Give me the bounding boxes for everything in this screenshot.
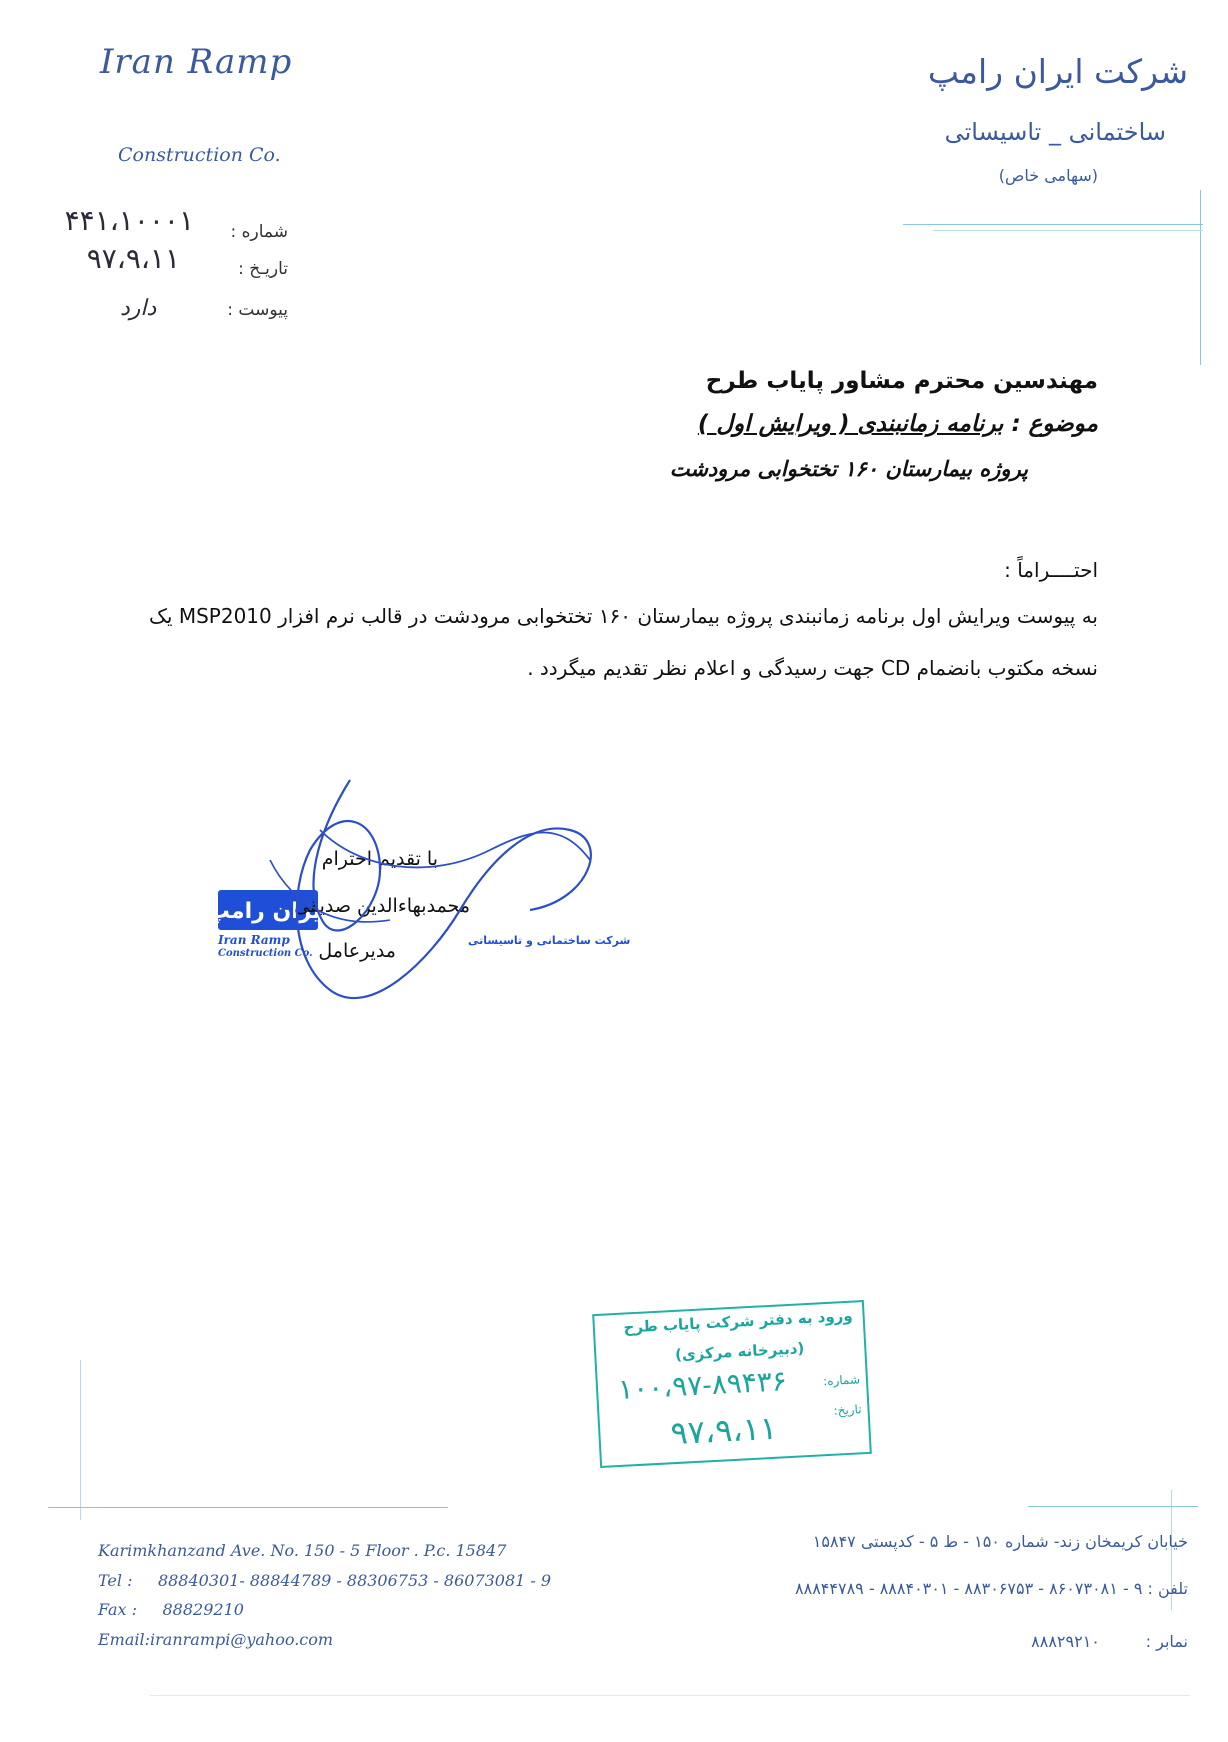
company-stamp-en1: Iran Ramp [218, 933, 290, 947]
receipt-stamp-title: ورود به دفتر شرکت پایاب طرح [623, 1306, 854, 1337]
receipt-stamp-number-value: ۱۰۰،۹۷-۸۹۴۳۶ [617, 1364, 788, 1406]
footer-fax-label: Fax : [98, 1600, 138, 1619]
company-name-persian: شرکت ایران رامپ [927, 52, 1188, 91]
letterhead-rule-horizontal [903, 224, 1203, 225]
date-label: تاریـخ : [238, 259, 288, 279]
company-name-english: Iran Ramp [100, 42, 293, 82]
footer-address-persian: خیابان کریمخان زند- شماره ۱۵۰ - ط ۵ - کدپستی ۱۵۸۴۷ [812, 1532, 1188, 1551]
footer-tel-label-persian: تلفن : [1147, 1579, 1188, 1598]
number-value: ۴۴۱،۱۰۰۰۱ [64, 204, 194, 237]
company-type-persian: (سهامی خاص) [998, 166, 1098, 185]
receipt-stamp [592, 1300, 872, 1468]
letterhead-rule-vertical [1200, 190, 1201, 365]
footer-rule-bottom [150, 1695, 1190, 1696]
footer-rule-horizontal-left [48, 1507, 448, 1508]
footer-rule-horizontal-right [1028, 1506, 1198, 1507]
footer-fax-label-persian: نمابر : [1145, 1632, 1188, 1651]
letterhead-rule-horizontal-2 [933, 230, 1203, 231]
footer-tel-value: 88840301- 88844789 - 88306753 - 86073081 - 9 [157, 1571, 552, 1590]
footer-tel-label: Tel : [98, 1571, 133, 1590]
closing: با تقدیم احترام [321, 848, 438, 870]
company-stamp-fa-small: شرکت ساختمانی و تاسیساتی [468, 934, 631, 947]
subject-line [698, 411, 1098, 437]
letter-body: به پیوست ویرایش اول برنامه زمانبندی پروژه بیمارستان ۱۶۰ تختخوابی مرودشت در قالب نرم افزار MSP2010 یک نسخه مکتوب بانضمام CD جهت رسیدگی و اعلام نظر تقدیم میگردد . [149, 604, 1098, 680]
attachment-label: پیوست : [227, 300, 288, 320]
subject-value: برنامه زمانبندی ( ویرایش اول ) [697, 411, 1004, 437]
project-title: پروژه بیمارستان ۱۶۰ تختخوابی مرودشت [669, 457, 1028, 481]
footer-fax-value-persian: ۸۸۸۲۹۲۱۰ [1031, 1632, 1100, 1651]
footer-fax-english [98, 1600, 244, 1619]
footer-address-english: Karimkhanzand Ave. No. 150 - 5 Floor . P.c. 15847 [98, 1541, 507, 1560]
footer-fax-persian [1031, 1632, 1188, 1651]
footer-tel-persian [795, 1579, 1188, 1598]
footer-rule-vertical-left [80, 1360, 81, 1520]
greeting: احتــــراماً : [1004, 558, 1098, 582]
company-subtitle-english: Construction Co. [118, 144, 281, 166]
number-label: شماره : [230, 222, 288, 242]
footer-email-english: Email:iranrampi@yahoo.com [98, 1630, 334, 1649]
addressee: مهندسین محترم مشاور پایاب طرح [705, 368, 1098, 394]
signer-title: مدیرعامل [318, 940, 396, 962]
receipt-stamp-subtitle: (دبیرخانه مرکزی) [674, 1339, 805, 1364]
company-subtitle-persian: ساختمانی _ تاسیساتی [944, 118, 1166, 146]
company-stamp-fa: ایران رامپ [207, 899, 329, 924]
receipt-stamp-number-label: شماره: [822, 1372, 861, 1389]
footer-fax-value: 88829210 [162, 1600, 244, 1619]
attachment-value: دارد [120, 296, 157, 321]
company-stamp-en2: Construction Co. [218, 948, 313, 959]
date-value: ۹۷،۹،۱۱ [86, 242, 180, 275]
signer-name: محمدبهاءالدین صدیقی [294, 895, 470, 917]
handwritten-signature [230, 760, 630, 1010]
footer-tel-english [98, 1571, 551, 1590]
subject-label: موضوع : [1011, 411, 1098, 437]
receipt-stamp-date-label: تاریخ: [833, 1402, 862, 1418]
footer-tel-value-persian: ۹ - ۸۶۰۷۳۰۸۱ - ۸۸۳۰۶۷۵۳ - ۸۸۸۴۰۳۰۱ - ۸۸۸۴۴۷۸۹ [795, 1579, 1143, 1598]
receipt-stamp-date-value: ۹۷،۹،۱۱ [669, 1408, 778, 1453]
